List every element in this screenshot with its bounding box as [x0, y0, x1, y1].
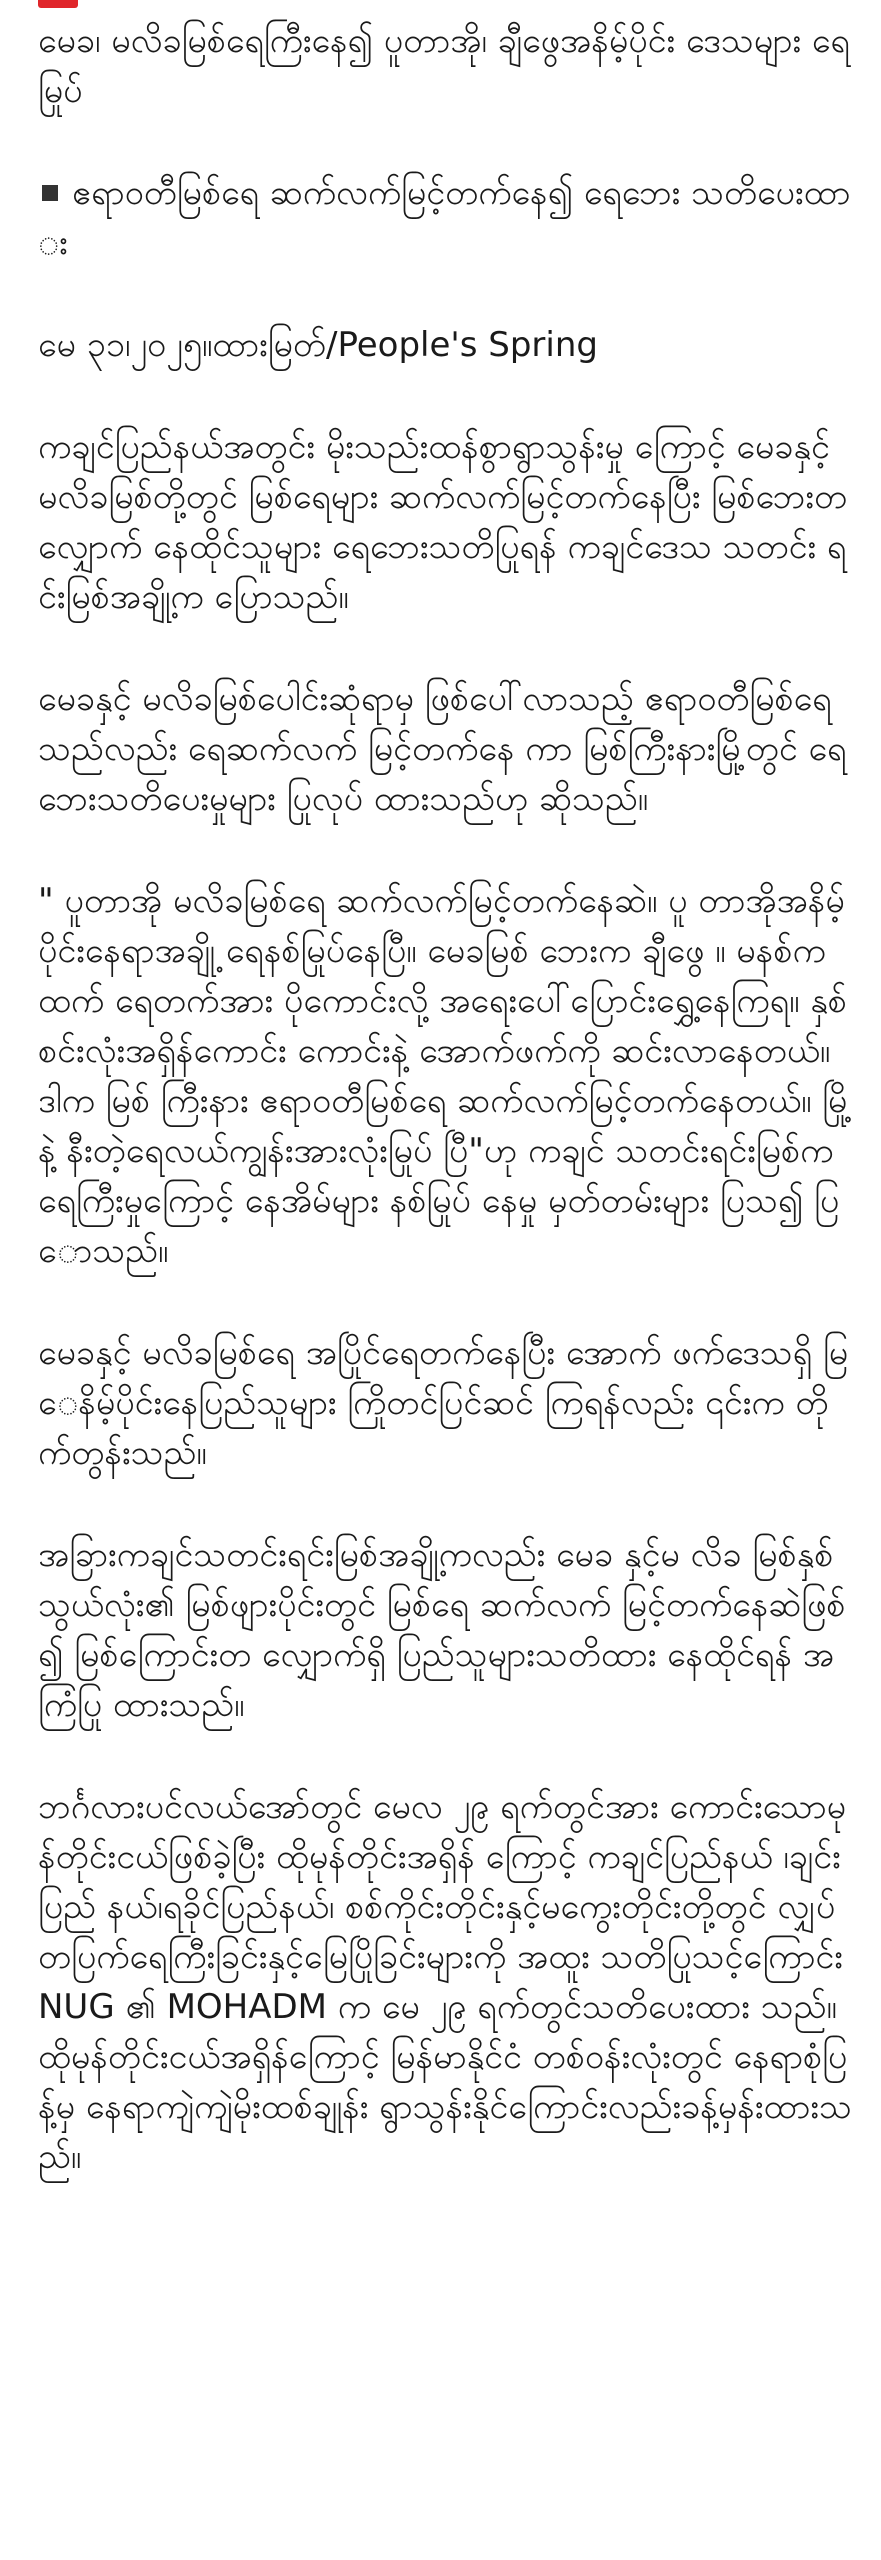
article-paragraph: ဘင်္ဂလားပင်လယ်အော်တွင် မေလ ၂၉ ရက်တွင်အား ကောင်းသောမုန်တိုင်းငယ်ဖြစ်ခဲ့ပြီး ထိုမုန်တိုင်းအရှိန် ကြောင့် ကချင်ပြည်နယ် ၊ချင်းပြည် နယ်၊ရခိုင်ပြည်နယ်၊ စစ်ကိုင်းတိုင်းနှင့်မကွေးတိုင်းတို့တွင် လျှပ်တပြက်ရေကြီးခြင်းနှင့်မြေပြိုခြင်းများကို အထူး သတိပြုသင့်ကြောင်း NUG ၏ MOHADM က မေ ၂၉ ရက်တွင်သတိပေးထား သည်။ ထိုမုန်တိုင်းငယ်အရှိန်ကြောင့် မြန်မာနိုင်ငံ တစ်ဝန်းလုံးတွင် နေရာစုံပြန့်မှ နေရာကျဲကျဲမိုးထစ်ချုန်း ရွာသွန်းနိုင်ကြောင်းလည်းခန့်မှန်းထားသည်။ — [38, 1787, 852, 2177]
square-bullet-icon — [42, 185, 58, 201]
article-intro: မေခ၊ မလိခမြစ်ရေကြီးနေ၍ ပူတာအို၊ ချီဖွေအနိမ့်ပိုင်း ဒေသများ ရေမြုပ် — [38, 21, 850, 111]
article-paragraph: မေခနှင့် မလိခမြစ်ရေ အပြိုင်ရေတက်နေပြီး အောက် ဖက်ဒေသရှိ မြေနိမ့်ပိုင်းနေပြည်သူများ ကြိုတင်ပြင်ဆင် ကြရန်လည်း ၎င်းက တိုက်တွန်းသည်။ — [38, 1333, 849, 1473]
article-paragraph: အခြားကချင်သတင်းရင်းမြစ်အချို့ကလည်း မေခ နှင့်မ လိခ မြစ်နှစ်သွယ်လုံး၏ မြစ်ဖျားပိုင်းတွင် မြစ်ရေ ဆက်လက် မြင့်တက်နေဆဲဖြစ်၍ မြစ်ကြောင်းတ လျှောက်ရှိ ပြည်သူများသတိထား နေထိုင်ရန် အကြံပြု ထားသည်။ — [38, 1535, 846, 1725]
article-body — [38, 16, 853, 2234]
article-paragraph: မေခနှင့် မလိခမြစ်ပေါင်းဆုံရာမှ ဖြစ်ပေါ်လာသည့် ဧရာဝတီမြစ်ရေသည်လည်း ရေဆက်လက် မြင့်တက်နေ ကာ မြစ်ကြီးနားမြို့တွင် ရေဘေးသတိပေးမှုများ ပြုလုပ် ထားသည်ဟု ဆိုသည်။ — [38, 679, 847, 819]
subhead-text: ဧရာဝတီမြစ်ရေ ဆက်လက်မြင့်တက်နေ၍ ရေဘေး သတိပေးထား — [38, 173, 851, 263]
article-subhead — [38, 168, 853, 268]
article-dateline: မေ ၃၁၊၂၀၂၅။ထားမြတ်/People's Spring — [38, 325, 598, 365]
top-accent-mark — [38, 0, 78, 8]
article-paragraph: " ပူတာအို မလိခမြစ်ရေ ဆက်လက်မြင့်တက်နေဆဲ။ ပူ တာအိုအနိမ့်ပိုင်းနေရာအချို့ ရေနစ်မြုပ်နေပြီ။ မေခမြစ် ဘေးက ချီဖွေ ။ မနစ်ကထက် ရေတက်အား ပိုကောင်းလို့ အရေးပေါ်ပြောင်းရွှေ့နေကြရ။ နှစ်စင်းလုံးအရှိန်ကောင်း ကောင်းနဲ့ အောက်ဖက်ကို ဆင်းလာနေတယ်။ ဒါက မြစ် ကြီးနား ဧရာဝတီမြစ်ရေ ဆက်လက်မြင့်တက်နေတယ်။ မြို့နဲ့ နီးတဲ့ရေလယ်ကျွန်းအားလုံးမြုပ် ပြီ"ဟု ကချင် သတင်းရင်းမြစ်က ရေကြီးမှုကြောင့် နေအိမ်များ နစ်မြုပ် နေမှု မှတ်တမ်းများ ပြသ၍ ပြောသည်။ — [38, 881, 853, 1271]
article-paragraph: ကချင်ပြည်နယ်အတွင်း မိုးသည်းထန်စွာရွာသွန်းမှု ကြောင့် မေခနှင့် မလိခမြစ်တို့တွင် မြစ်ရေများ ဆက်လက်မြင့်တက်နေပြီး မြစ်ဘေးတလျှောက် နေထိုင်သူများ ရေဘေးသတိပြုရန် ကချင်ဒေသ သတင်း ရင်းမြစ်အချို့က ပြောသည်။ — [38, 427, 848, 617]
